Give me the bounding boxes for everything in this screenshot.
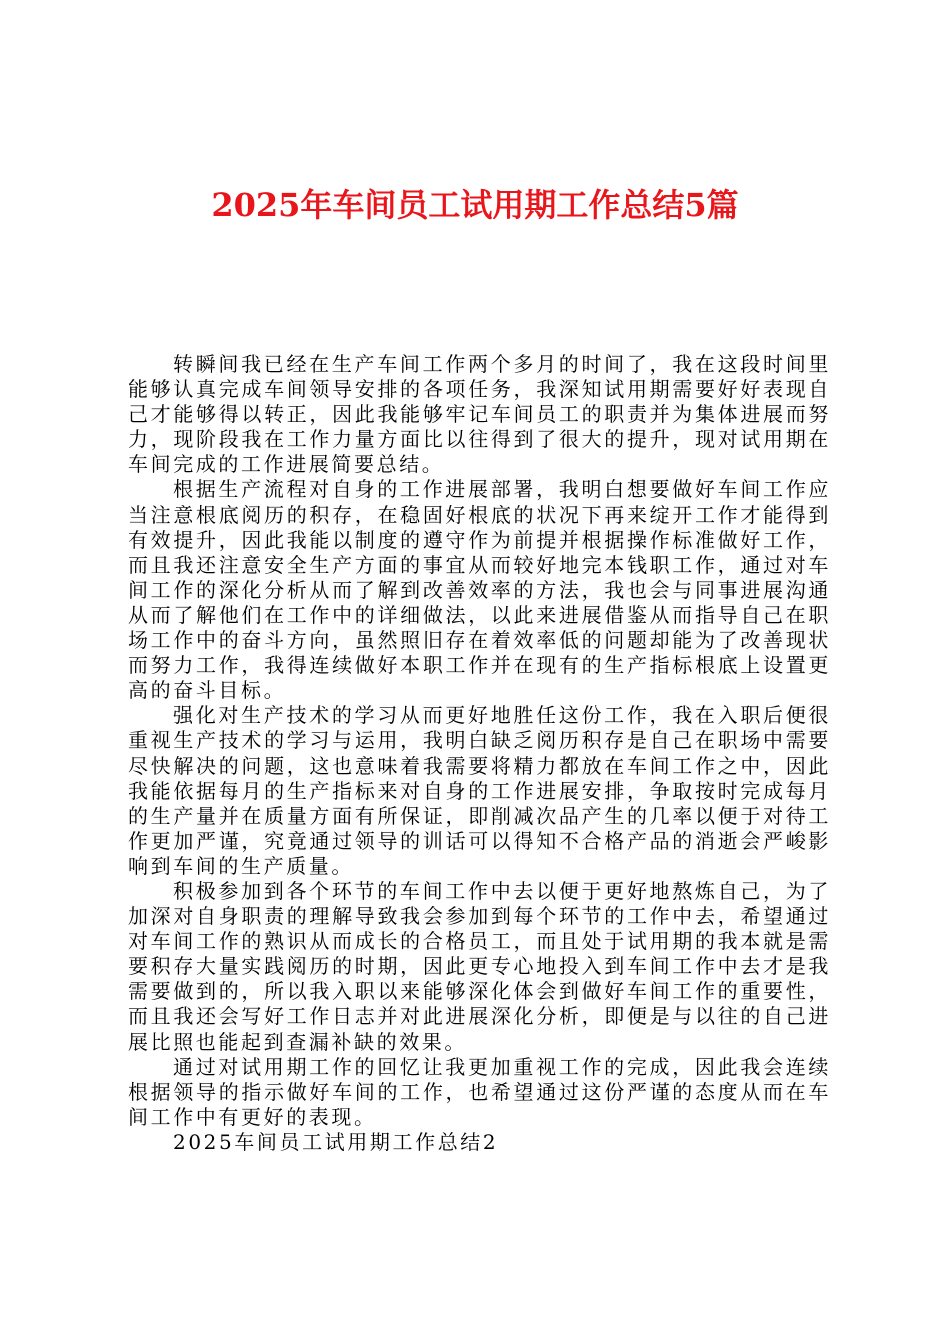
paragraph-4: 积极参加到各个环节的车间工作中去以便于更好地熬炼自己，为了加深对自身职责的理解导致我会参加到每个环节的工作中去，希望通过对车间工作的熟识从而成长的合格员工，而且处于试用期的我本就是需要积存大量实践阅历的时期，因此更专心地投入到车间工作中去才是我需要做到的，所以我入职以来能够深化体会到做好车间工作的重要性，而且我还会写好工作日志并对此进展深化分析，即便是与以往的自己进展比照也能起到查漏补缺的效果。 [128, 878, 831, 1054]
document-title: 2025年车间员工试用期工作总结5篇 [211, 186, 739, 224]
section-heading-2: 2025车间员工试用期工作总结2 [173, 1129, 499, 1154]
paragraph-3: 强化对生产技术的学习从而更好地胜任这份工作，我在入职后便很重视生产技术的学习与运用，我明白缺乏阅历积存是自己在职场中需要尽快解决的问题，这也意味着我需要将精力都放在车间工作之中，因此我能依据每月的生产指标来对自身的工作进展安排，争取按时完成每月的生产量并在质量方面有所保证，即削减次品产生的几率以便于对待工作更加严谨，究竟通过领导的训话可以得知不合格产品的消逝会严峻影响到车间的生产质量。 [128, 703, 831, 878]
paragraph-5: 通过对试用期工作的回忆让我更加重视工作的完成，因此我会连续根据领导的指示做好车间的工作，也希望通过这份严谨的态度从而在车间工作中有更好的表现。 [128, 1054, 831, 1129]
paragraph-2: 根据生产流程对自身的工作进展部署，我明白想要做好车间工作应当注意根底阅历的积存，在稳固好根底的状况下再来绽开工作才能得到有效提升，因此我能以制度的遵守作为前提并根据操作标准做好工作，而且我还注意安全生产方面的事宜从而较好地完本钱职工作，通过对车间工作的深化分析从而了解到改善效率的方法，我也会与同事进展沟通从而了解他们在工作中的详细做法，以此来进展借鉴从而指导自己在职场工作中的奋斗方向，虽然照旧存在着效率低的问题却能为了改善现状而努力工作，我得连续做好本职工作并在现有的生产指标根底上设置更高的奋斗目标。 [128, 477, 831, 703]
paragraph-1: 转瞬间我已经在生产车间工作两个多月的时间了，我在这段时间里能够认真完成车间领导安排的各项任务，我深知试用期需要好好表现自己才能够得以转正，因此我能够牢记车间员工的职责并为集体进展而努力，现阶段我在工作力量方面比以往得到了很大的提升，现对试用期在车间完成的工作进展简要总结。 [128, 352, 831, 477]
document-body [128, 352, 831, 1155]
